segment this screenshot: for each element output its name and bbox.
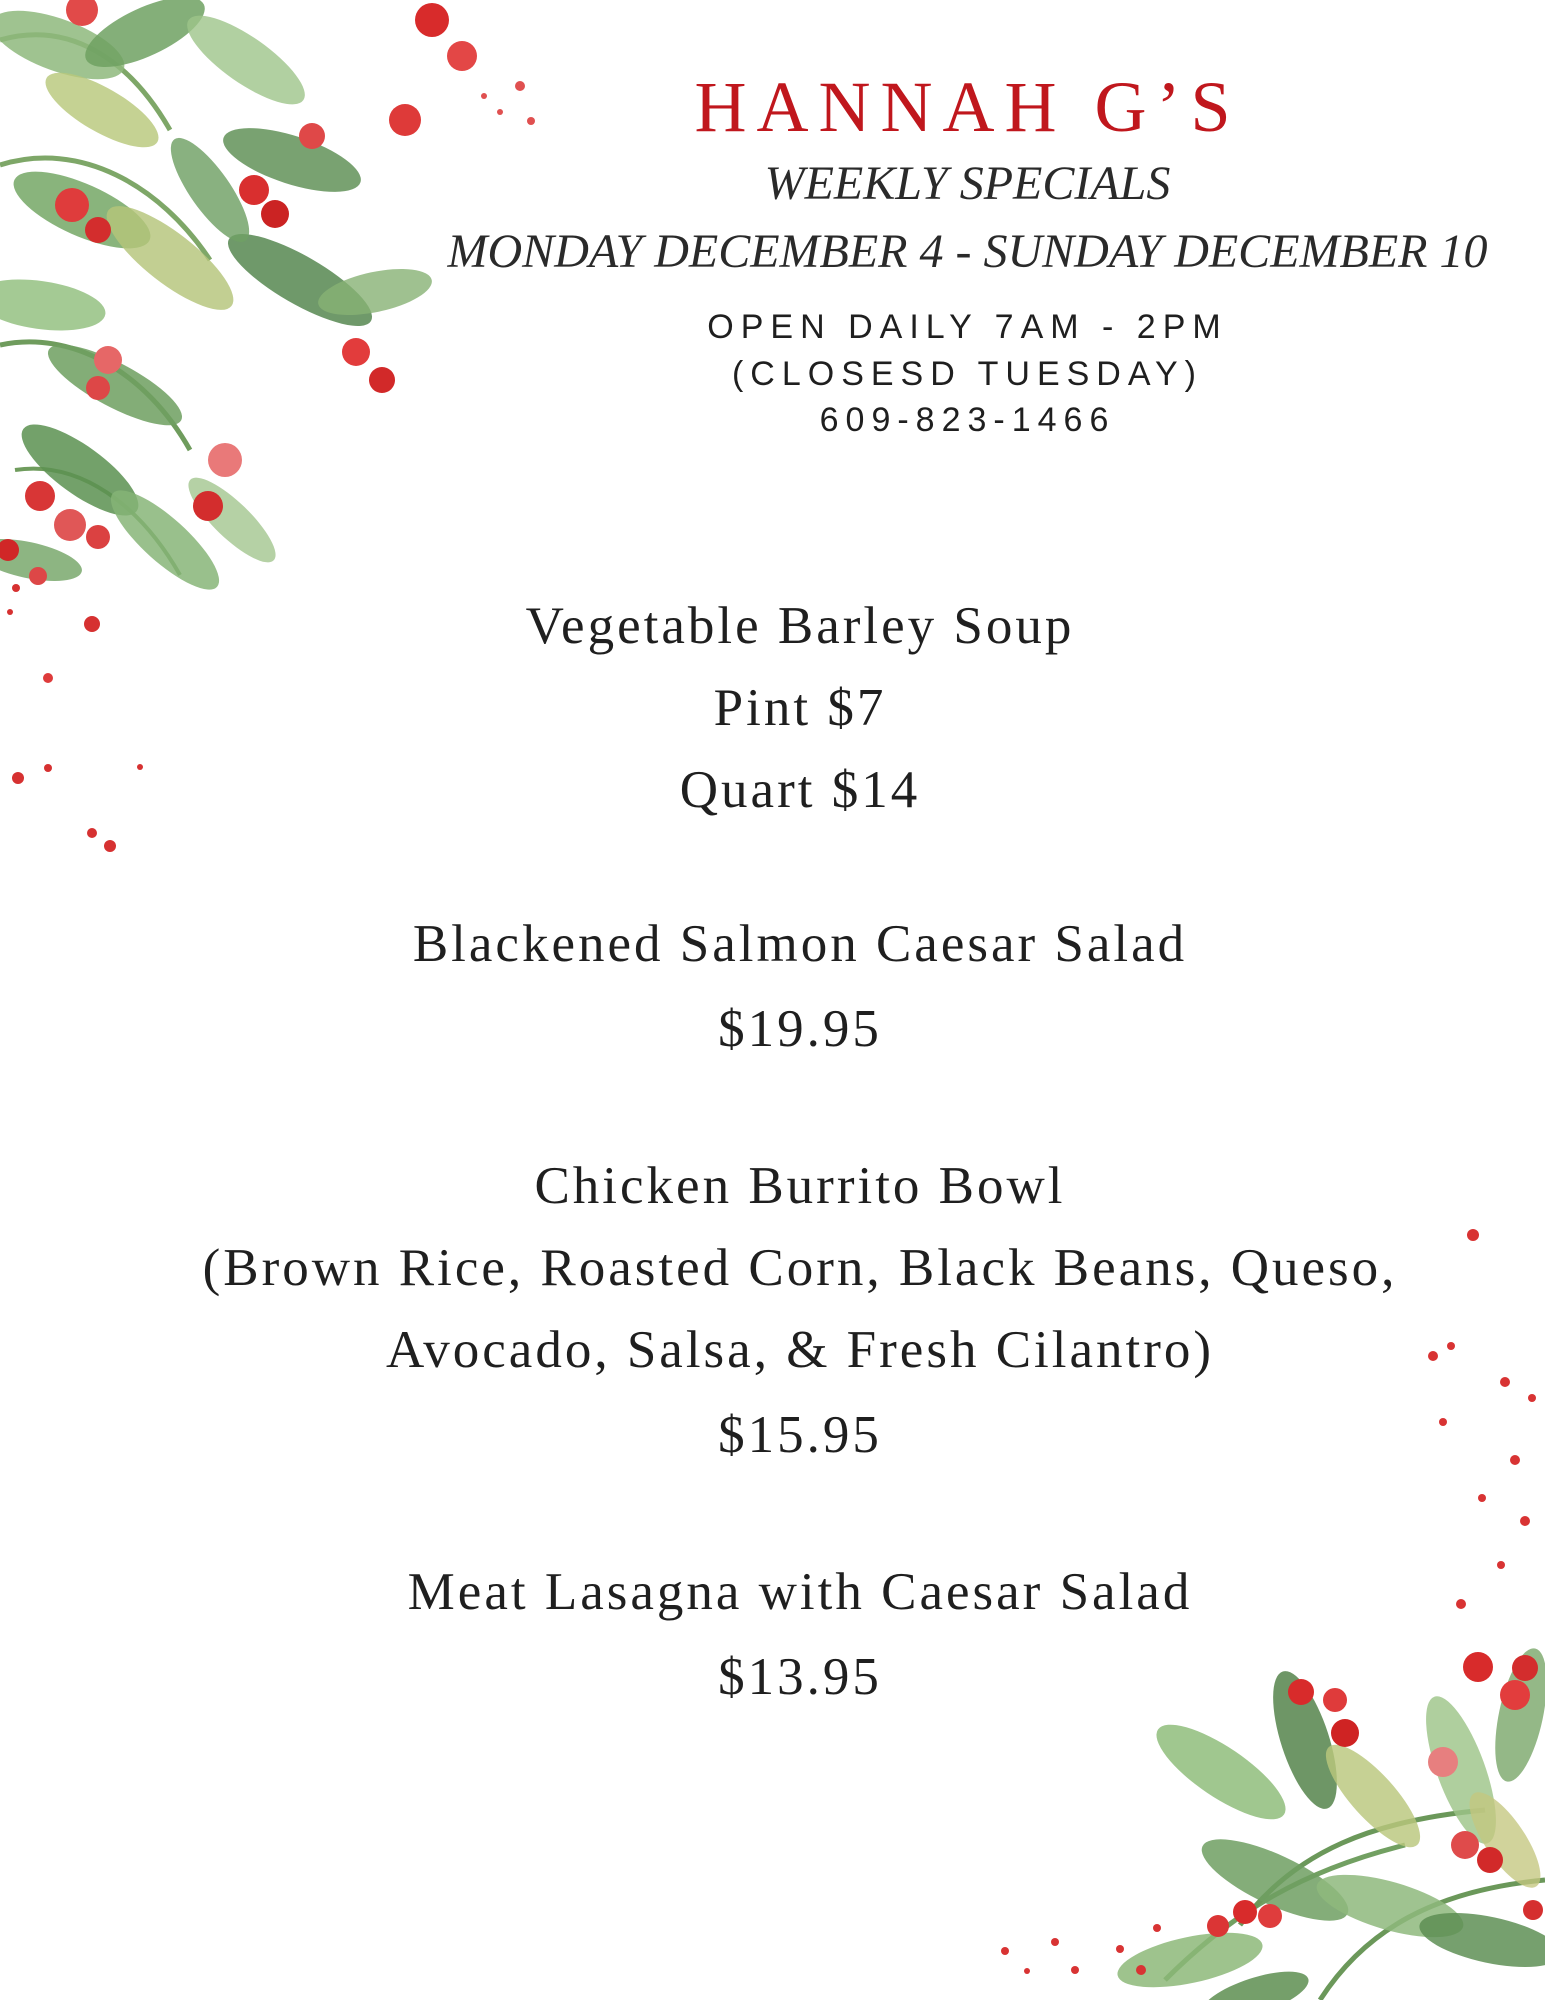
header xyxy=(420,67,1515,444)
leaf-cluster xyxy=(0,0,436,603)
opening-hours: OPEN DAILY 7AM - 2PM xyxy=(707,307,1228,346)
menu-item-name: Vegetable Barley Soup xyxy=(525,597,1075,655)
menu-item-price: Pint $7 xyxy=(713,679,887,737)
weekly-specials-title: WEEKLY SPECIALS xyxy=(764,156,1171,210)
menu-item-description: Avocado, Salsa, & Fresh Cilantro) xyxy=(385,1321,1215,1379)
restaurant-name: HANNAH G’S xyxy=(694,67,1241,147)
menu-item-price: $13.95 xyxy=(718,1648,882,1706)
menu-item-price: Quart $14 xyxy=(679,761,921,819)
menu-item-description: (Brown Rice, Roasted Corn, Black Beans, Queso, xyxy=(202,1239,1398,1297)
phone-number: 609-823-1466 xyxy=(819,401,1116,440)
menu-item xyxy=(160,585,1440,831)
menu-item-name: Blackened Salmon Caesar Salad xyxy=(412,915,1188,973)
menu-item-price: $15.95 xyxy=(718,1406,882,1464)
closed-note: (CLOSESD TUESDAY) xyxy=(731,354,1204,393)
menu-item xyxy=(160,1145,1440,1479)
hours-block xyxy=(420,304,1515,445)
menu-list xyxy=(160,585,1440,1793)
menu-item xyxy=(160,903,1440,1073)
date-range: MONDAY DECEMBER 4 - SUNDAY DECEMBER 10 xyxy=(447,224,1488,278)
menu-item-name: Chicken Burrito Bowl xyxy=(534,1157,1066,1215)
menu-item-price: $19.95 xyxy=(718,1000,882,1058)
menu-item xyxy=(160,1551,1440,1721)
berry-cluster xyxy=(0,0,477,585)
menu-item-name: Meat Lasagna with Caesar Salad xyxy=(407,1563,1193,1621)
